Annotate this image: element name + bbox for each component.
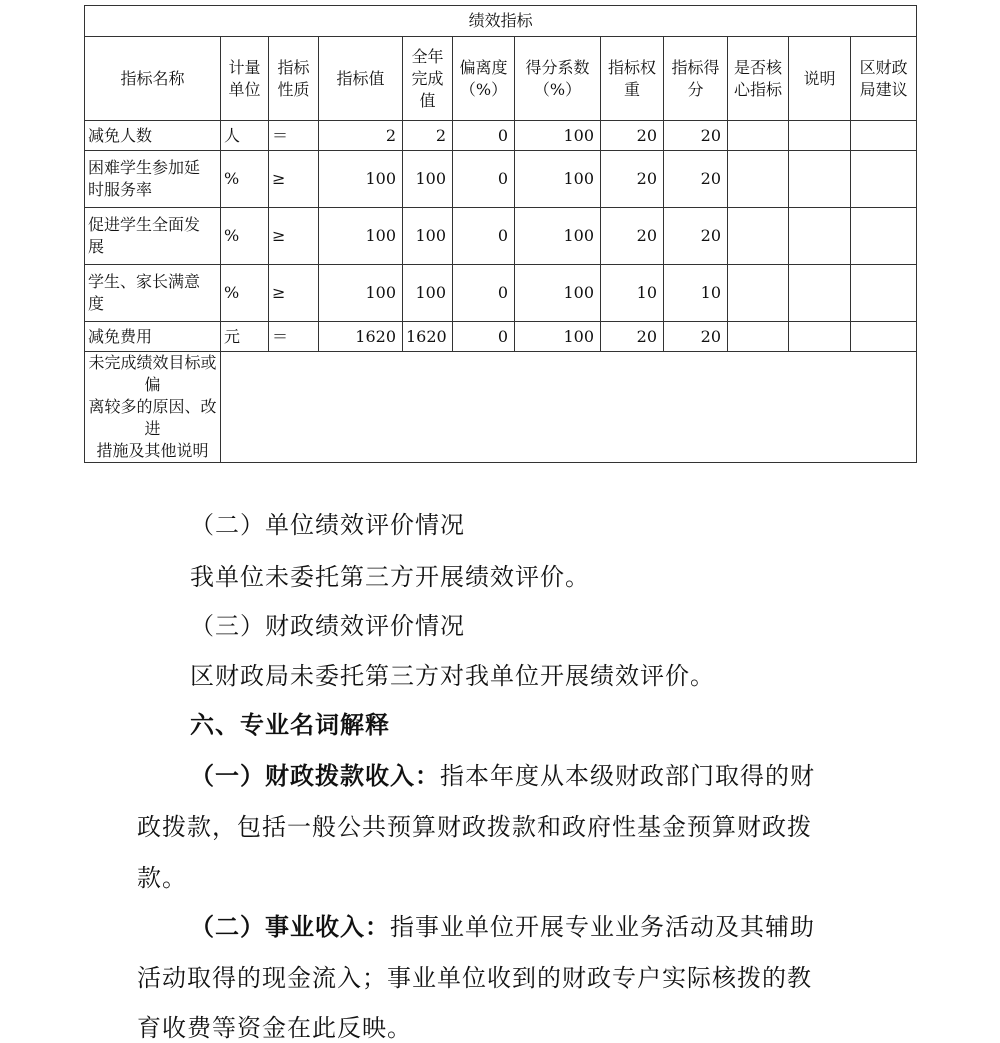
header-unit: 计量 单位 xyxy=(221,37,269,121)
row-coefficient: 100 xyxy=(515,322,601,352)
header-note: 说明 xyxy=(789,37,851,121)
row-name: 学生、家长满意 度 xyxy=(85,265,221,322)
row-name: 促进学生全面发 展 xyxy=(85,208,221,265)
term-1-line-1: （一）财政拨款收入：指本年度从本级财政部门取得的财 xyxy=(190,761,815,790)
row-core xyxy=(728,322,789,352)
row-score: 20 xyxy=(664,208,728,265)
row-advice xyxy=(851,208,917,265)
row-unit: % xyxy=(221,208,269,265)
row-done: 100 xyxy=(403,265,453,322)
row-coefficient: 100 xyxy=(515,151,601,208)
row-deviation: 0 xyxy=(453,208,515,265)
row-value: 100 xyxy=(319,208,403,265)
row-value: 100 xyxy=(319,151,403,208)
row-advice xyxy=(851,265,917,322)
row-value: 2 xyxy=(319,121,403,151)
term-1-line-3: 款。 xyxy=(137,864,187,892)
heading-finance-evaluation: （三）财政绩效评价情况 xyxy=(190,612,465,640)
row-name: 减免费用 xyxy=(85,322,221,352)
row-core xyxy=(728,265,789,322)
row-weight: 20 xyxy=(601,322,664,352)
header-weight: 指标权 重 xyxy=(601,37,664,121)
row-done: 2 xyxy=(403,121,453,151)
row-nature: ＝ xyxy=(269,121,319,151)
row-note xyxy=(789,208,851,265)
row-deviation: 0 xyxy=(453,121,515,151)
header-value: 指标值 xyxy=(319,37,403,121)
header-nature: 指标 性质 xyxy=(269,37,319,121)
row-nature: ≥ xyxy=(269,208,319,265)
term-2-line-3: 育收费等资金在此反映。 xyxy=(137,1014,412,1042)
row-weight: 20 xyxy=(601,151,664,208)
header-name: 指标名称 xyxy=(85,37,221,121)
paragraph-finance-evaluation: 区财政局未委托第三方对我单位开展绩效评价。 xyxy=(190,662,715,690)
row-score: 10 xyxy=(664,265,728,322)
row-weight: 20 xyxy=(601,121,664,151)
row-weight: 10 xyxy=(601,265,664,322)
term-2-line-2: 活动取得的现金流入；事业单位收到的财政专户实际核拨的教 xyxy=(137,964,812,992)
header-advice: 区财政 局建议 xyxy=(851,37,917,121)
row-done: 100 xyxy=(403,208,453,265)
term-1-label: （一）财政拨款收入： xyxy=(190,761,440,790)
row-done: 100 xyxy=(403,151,453,208)
row-score: 20 xyxy=(664,322,728,352)
table-row xyxy=(85,265,917,322)
row-core xyxy=(728,151,789,208)
row-deviation: 0 xyxy=(453,151,515,208)
row-score: 20 xyxy=(664,121,728,151)
row-name: 减免人数 xyxy=(85,121,221,151)
term-2-label: （二）事业收入： xyxy=(190,912,390,941)
row-core xyxy=(728,121,789,151)
term-2-line-1: （二）事业收入：指事业单位开展专业业务活动及其辅助 xyxy=(190,912,815,941)
table-row xyxy=(85,151,917,208)
row-advice xyxy=(851,121,917,151)
footer-label: 未完成绩效目标或偏 离较多的原因、改进 措施及其他说明 xyxy=(85,352,221,463)
footer-content xyxy=(221,352,917,463)
heading-terms: 六、专业名词解释 xyxy=(190,710,390,739)
header-row xyxy=(85,37,917,121)
row-coefficient: 100 xyxy=(515,208,601,265)
heading-unit-evaluation: （二）单位绩效评价情况 xyxy=(190,511,465,539)
header-score: 指标得 分 xyxy=(664,37,728,121)
row-note xyxy=(789,322,851,352)
row-weight: 20 xyxy=(601,208,664,265)
table-row xyxy=(85,322,917,352)
row-deviation: 0 xyxy=(453,265,515,322)
table-row xyxy=(85,208,917,265)
row-name: 困难学生参加延 时服务率 xyxy=(85,151,221,208)
row-advice xyxy=(851,151,917,208)
footer-row xyxy=(85,352,917,463)
row-nature: ≥ xyxy=(269,265,319,322)
row-nature: ＝ xyxy=(269,322,319,352)
row-note xyxy=(789,265,851,322)
header-coefficient: 得分系数 （%） xyxy=(515,37,601,121)
row-unit: % xyxy=(221,151,269,208)
row-note xyxy=(789,151,851,208)
term-1-line-2: 政拨款，包括一般公共预算财政拨款和政府性基金预算财政拨 xyxy=(137,813,812,841)
row-nature: ≥ xyxy=(269,151,319,208)
row-done: 1620 xyxy=(403,322,453,352)
row-deviation: 0 xyxy=(453,322,515,352)
row-coefficient: 100 xyxy=(515,265,601,322)
table-row xyxy=(85,121,917,151)
header-deviation: 偏离度 （%） xyxy=(453,37,515,121)
header-done: 全年 完成 值 xyxy=(403,37,453,121)
row-value: 100 xyxy=(319,265,403,322)
row-core xyxy=(728,208,789,265)
row-value: 1620 xyxy=(319,322,403,352)
header-core: 是否核 心指标 xyxy=(728,37,789,121)
row-coefficient: 100 xyxy=(515,121,601,151)
row-unit: 人 xyxy=(221,121,269,151)
row-score: 20 xyxy=(664,151,728,208)
row-note xyxy=(789,121,851,151)
row-advice xyxy=(851,322,917,352)
table-title: 绩效指标 xyxy=(85,6,917,37)
row-unit: 元 xyxy=(221,322,269,352)
row-unit: % xyxy=(221,265,269,322)
performance-indicator-table xyxy=(84,5,917,463)
paragraph-unit-evaluation: 我单位未委托第三方开展绩效评价。 xyxy=(190,563,590,591)
